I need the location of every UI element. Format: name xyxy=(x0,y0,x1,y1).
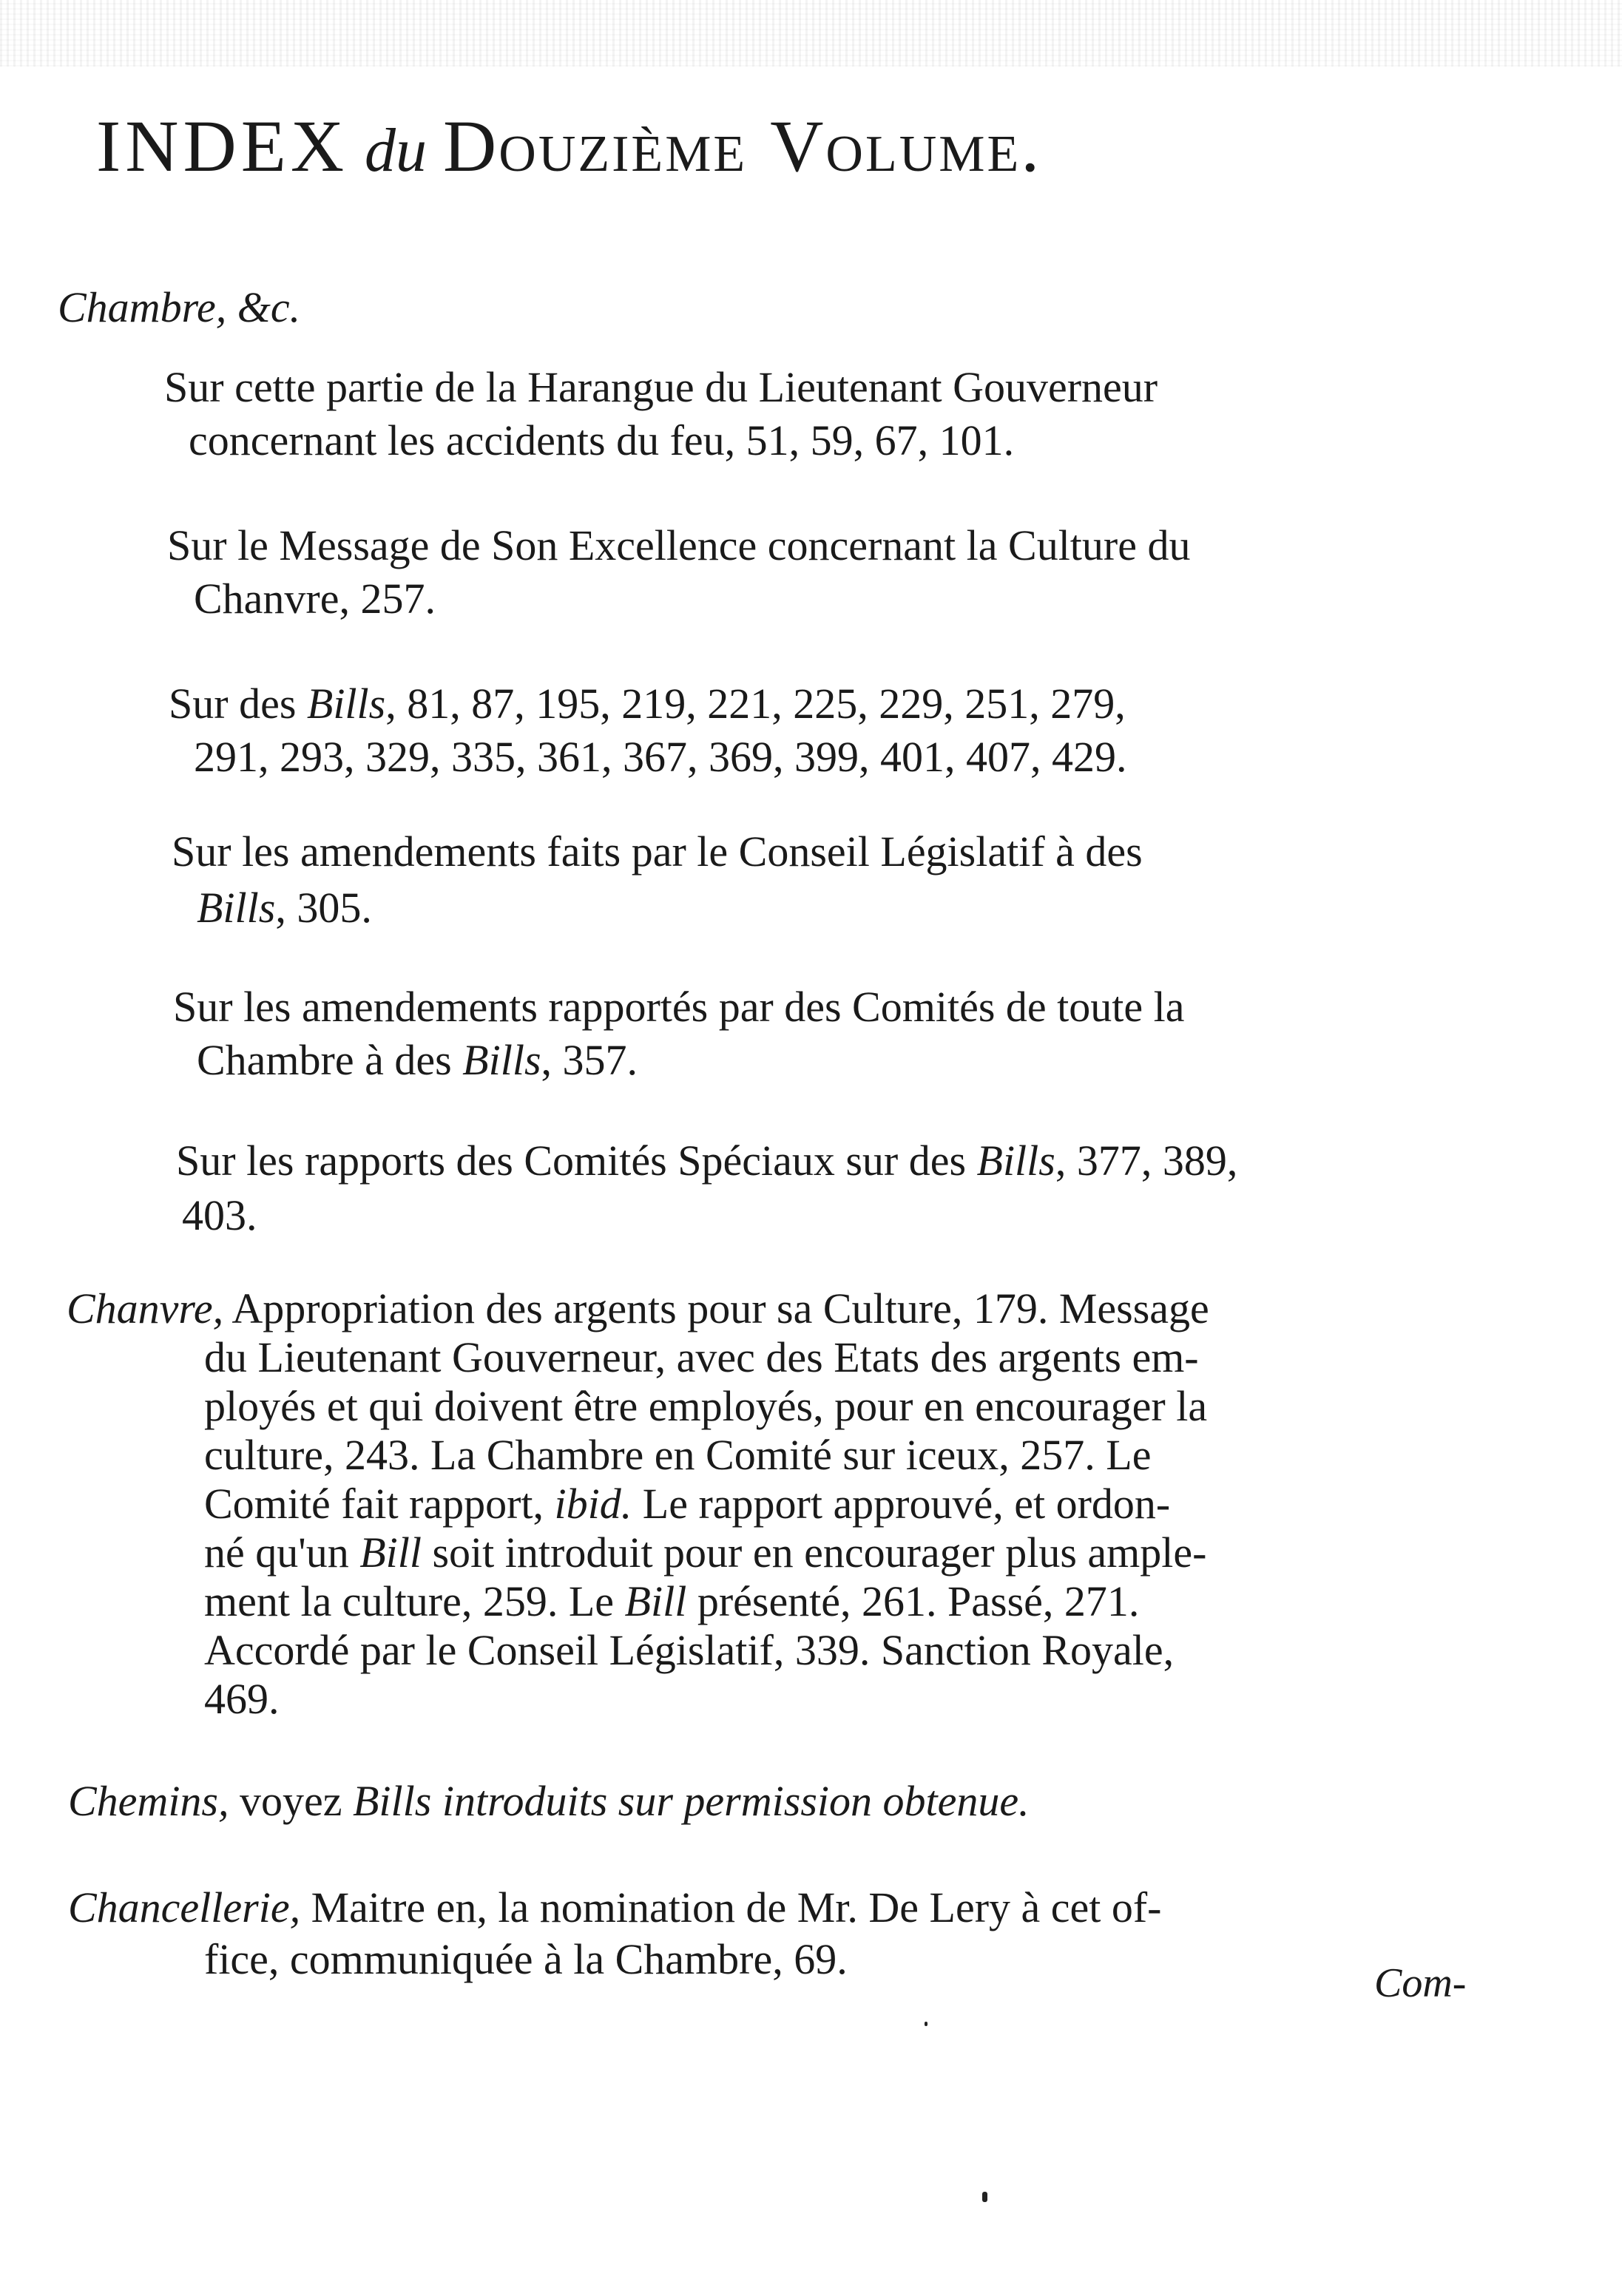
title-douzieme: Douzième xyxy=(443,105,748,187)
bill-ref: Bill xyxy=(359,1528,422,1577)
bills-ref: Bills xyxy=(306,680,386,728)
entry-heading-chanvre: Chanvre, xyxy=(67,1284,224,1332)
chambre-sub3-line1: Sur des Bills, 81, 87, 195, 219, 221, 225, 229, 251, 279, xyxy=(169,680,1126,728)
ink-speck xyxy=(925,2022,927,2026)
chanvre-line8: Accordé par le Conseil Législatif, 339. Sanction Royale, xyxy=(204,1626,1175,1674)
chambre-sub1-line1: Sur cette partie de la Harangue du Lieutenant Gouverneur xyxy=(164,363,1158,411)
chanvre-line5: Comité fait rapport, ibid. Le rapport approuvé, et ordon- xyxy=(204,1480,1171,1528)
chambre-sub6-line1: Sur les rapports des Comités Spéciaux sur des Bills, 377, 389, xyxy=(176,1137,1238,1185)
entry-heading-chemins: Chemins, xyxy=(68,1777,229,1825)
entry-heading-chambre: Chambre, &c. xyxy=(58,283,301,331)
bill-ref: Bill xyxy=(624,1577,687,1625)
chanvre-line2: du Lieutenant Gouverneur, avec des Etats des argents em- xyxy=(204,1333,1199,1381)
chambre-sub4-line1: Sur les amendements faits par le Conseil Législatif à des xyxy=(172,827,1143,876)
chambre-sub5-line2: Chambre à des Bills, 357. xyxy=(197,1036,638,1084)
scan-noise xyxy=(0,0,1622,67)
ink-speck xyxy=(982,2192,987,2202)
chanvre-line3: ployés et qui doivent être employés, pour en encourager la xyxy=(204,1382,1208,1430)
chambre-sub2-line1: Sur le Message de Son Excellence concernant la Culture du xyxy=(167,521,1191,569)
chancellerie-line2: fice, communiquée à la Chambre, 69. xyxy=(204,1935,848,1983)
bills-ref: Bills xyxy=(462,1036,541,1084)
title-du: du xyxy=(365,116,428,185)
bills-ref: Bills introduits sur permission obtenue. xyxy=(353,1777,1030,1825)
chanvre-line7: ment la culture, 259. Le Bill présenté, 261. Passé, 271. xyxy=(204,1577,1140,1625)
bills-ref: Bills xyxy=(976,1137,1055,1185)
ibid-ref: ibid. xyxy=(554,1480,632,1528)
chambre-sub2-line2: Chanvre, 257. xyxy=(194,575,436,623)
chambre-sub5-line1: Sur les amendements rapportés par des Comités de toute la xyxy=(173,983,1185,1031)
entry-heading-chancellerie: Chancellerie, xyxy=(68,1883,301,1931)
bills-ref: Bills xyxy=(197,884,276,932)
title-index: INDEX xyxy=(96,105,349,187)
chambre-sub4-line2: Bills, 305. xyxy=(197,884,372,932)
chanvre-line9: 469. xyxy=(204,1675,280,1723)
chemins-entry: Chemins, voyez Bills introduits sur permission obtenue. xyxy=(68,1777,1030,1825)
chanvre-line6: né qu'un Bill soit introduit pour en encourager plus ample- xyxy=(204,1528,1207,1577)
catchword: Com- xyxy=(1374,1960,1467,2006)
chambre-sub1-line2: concernant les accidents du feu, 51, 59, 67, 101. xyxy=(189,416,1015,464)
chambre-sub6-line2: 403. xyxy=(182,1191,257,1239)
chancellerie-line1: Chancellerie, Maitre en, la nomination de Mr. De Lery à cet of- xyxy=(68,1883,1162,1931)
chanvre-line4: culture, 243. La Chambre en Comité sur iceux, 257. Le xyxy=(204,1431,1152,1479)
chambre-sub3-line2: 291, 293, 329, 335, 361, 367, 369, 399, 401, 407, 429. xyxy=(194,733,1127,781)
title-volume: Volume. xyxy=(770,105,1042,187)
chanvre-line1: Chanvre, Appropriation des argents pour sa Culture, 179. Message xyxy=(67,1284,1209,1332)
page-title xyxy=(96,104,1501,189)
